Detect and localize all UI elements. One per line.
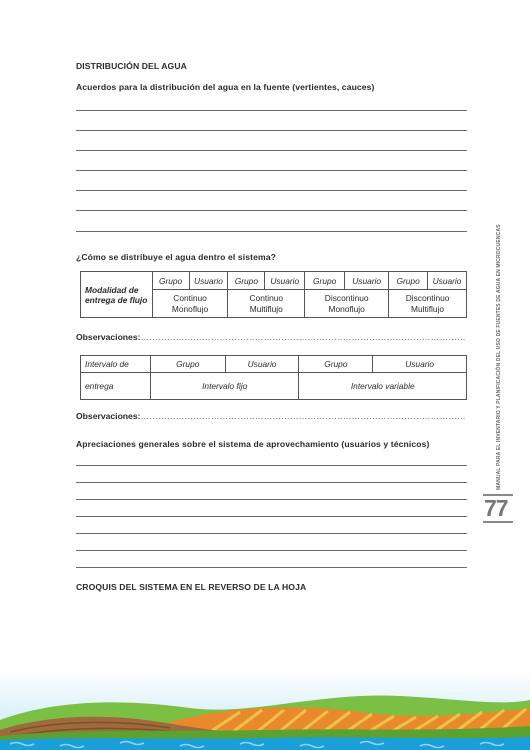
- flow-row-label: Modalidad de entrega de flujo: [81, 272, 153, 318]
- flow-option-line: Continuo: [249, 292, 284, 303]
- flow-option-line: Multiflujo: [249, 303, 283, 314]
- flow-option-line: Discontinuo: [324, 292, 369, 303]
- flow-option-line: Continuo: [173, 292, 207, 303]
- flow-header-cell[interactable]: Grupo: [389, 272, 428, 290]
- flow-option-line: Multiflujo: [411, 303, 445, 314]
- observations-field-1[interactable]: [76, 332, 466, 342]
- answer-line[interactable]: [76, 130, 467, 131]
- answer-line[interactable]: [76, 499, 467, 500]
- flow-option-continuo-multiflujo: [228, 290, 305, 318]
- flow-option-line: Monoflujo: [328, 303, 365, 314]
- general-appreciations-label: Apreciaciones generales sobre el sistema de aprovechamiento (usuarios y técnicos): [76, 439, 430, 449]
- flow-header-cell[interactable]: Usuario: [345, 272, 389, 290]
- answer-line[interactable]: [76, 110, 467, 111]
- interval-header-cell[interactable]: Grupo: [150, 356, 225, 373]
- interval-table: [80, 355, 467, 400]
- section-title: DISTRIBUCIÓN DEL AGUA: [76, 61, 187, 71]
- answer-line[interactable]: [76, 516, 467, 517]
- sketch-note: CROQUIS DEL SISTEMA EN EL REVERSO DE LA HOJA: [76, 582, 307, 592]
- interval-option-variable: Intervalo variable: [299, 373, 467, 400]
- answer-line[interactable]: [76, 190, 467, 191]
- distribution-question: ¿Cómo se distribuye el agua dentro el sistema?: [76, 252, 276, 262]
- flow-option-line: Monoflujo: [171, 303, 209, 314]
- answer-line[interactable]: [76, 150, 467, 151]
- answer-line[interactable]: [76, 550, 467, 551]
- interval-row-label-1: Intervalo de: [81, 356, 151, 373]
- answer-line[interactable]: [76, 465, 467, 466]
- answer-line[interactable]: [76, 567, 467, 568]
- answer-line[interactable]: [76, 482, 467, 483]
- observations-label: Observaciones:: [76, 411, 141, 421]
- interval-header-cell[interactable]: Usuario: [373, 356, 467, 373]
- interval-option-fixed: Intervalo fijo: [150, 373, 299, 400]
- flow-header-cell[interactable]: Grupo: [305, 272, 345, 290]
- flow-header-cell[interactable]: Usuario: [189, 272, 228, 290]
- answer-line[interactable]: [76, 210, 467, 211]
- flow-modality-table: [80, 271, 467, 318]
- observations-label: Observaciones:: [76, 332, 141, 342]
- flow-option-continuo-monoflujo: [152, 290, 228, 318]
- flow-header-cell[interactable]: Grupo: [228, 272, 265, 290]
- observations-dots: …………………………………………………………………………………………………: [140, 332, 466, 342]
- flow-option-discontinuo-multiflujo: [389, 290, 467, 318]
- page-number: 77: [484, 495, 508, 521]
- answer-line[interactable]: [76, 533, 467, 534]
- flow-header-cell[interactable]: Usuario: [265, 272, 305, 290]
- flow-header-cell[interactable]: Usuario: [428, 272, 467, 290]
- answer-line[interactable]: [76, 170, 467, 171]
- landscape-footer-illustration: [0, 670, 530, 750]
- interval-header-cell[interactable]: Grupo: [299, 356, 373, 373]
- agreements-label: Acuerdos para la distribución del agua en la fuente (vertientes, cauces): [76, 82, 375, 92]
- observations-field-2[interactable]: [76, 411, 466, 421]
- flow-header-cell[interactable]: Grupo: [152, 272, 189, 290]
- side-manual-title: MANUAL PARA EL INVENTARIO Y PLANIFICACIÓN DEL USO DE FUENTES DE AGUA EN MICROCUENCAS: [496, 224, 502, 490]
- observations-dots: …………………………………………………………………………………………………: [140, 411, 466, 421]
- flow-option-discontinuo-monoflujo: [305, 290, 389, 318]
- interval-row-label-2: entrega: [81, 373, 151, 400]
- interval-header-cell[interactable]: Usuario: [225, 356, 299, 373]
- page-number-rule: [483, 521, 513, 523]
- flow-option-line: Discontinuo: [405, 292, 450, 303]
- answer-line[interactable]: [76, 231, 467, 232]
